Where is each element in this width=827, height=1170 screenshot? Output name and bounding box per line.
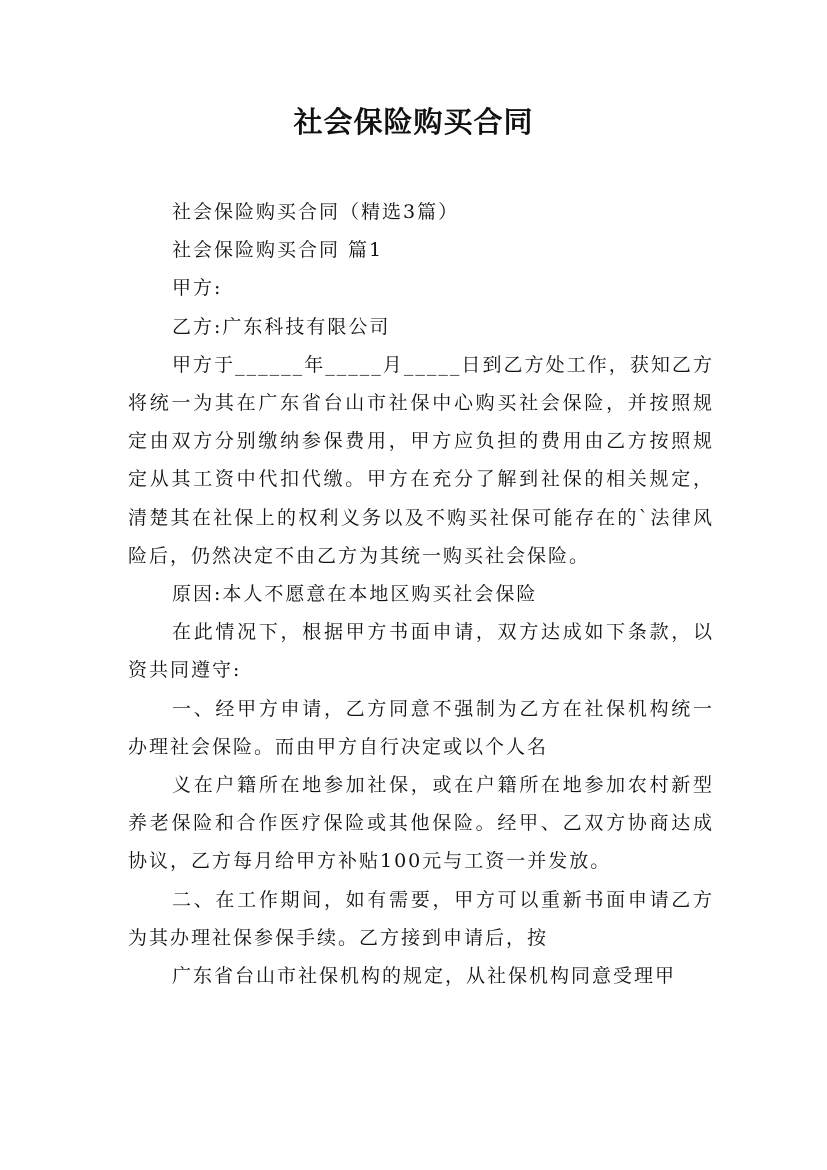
paragraph: 乙方:广东科技有限公司 <box>172 315 391 338</box>
paragraph: 社会保险购买合同（精选3篇） <box>172 201 460 223</box>
paragraph: 社会保险购买合同 篇1 <box>172 239 384 262</box>
document-title: 社会保险购买合同 <box>293 105 534 139</box>
paragraph: 原因:本人不愿意在本地区购买社会保险 <box>172 583 538 606</box>
paragraph: 义在户籍所在地参加社保，或在户籍所在地参加农村新型养老保险和合作医疗保险或其他保险。经甲、乙双方协商达成协议，乙方每月给甲方补贴100元与工资一并发放。 <box>128 774 714 873</box>
document-body <box>128 193 714 995</box>
paragraph: 广东省台山市社保机构的规定，从社保机构同意受理甲 <box>172 965 677 988</box>
paragraph: 在此情况下，根据甲方书面申请，双方达成如下条款，以资共同遵守: <box>128 621 714 682</box>
paragraph: 甲方: <box>172 277 223 300</box>
paragraph: 甲方于______年_____月_____日到乙方处工作，获知乙方将统一为其在广东省台山市社保中心购买社会保险，并按照规定由双方分别缴纳参保费用，甲方应负担的费用由乙方按照规定从其工资中代扣代缴。甲方在充分了解到社保的相关规定，清楚其在社保上的权利义务以及不购买社保可能存在的`法律风险后，仍然决定不由乙方为其统一购买社会保险。 <box>128 353 714 567</box>
paragraph: 二、在工作期间，如有需要，甲方可以重新书面申请乙方为其办理社保参保手续。乙方接到申请后，按 <box>128 888 714 949</box>
paragraph: 一、经甲方申请，乙方同意不强制为乙方在社保机构统一办理社会保险。而由甲方自行决定或以个人名 <box>128 697 714 758</box>
